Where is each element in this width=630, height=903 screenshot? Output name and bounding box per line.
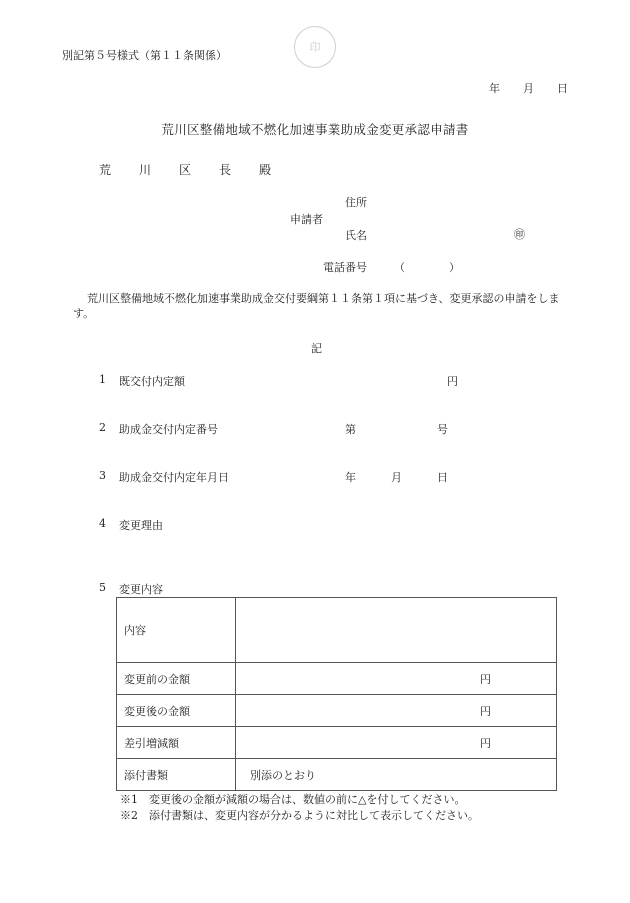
table-row (117, 727, 557, 759)
item-label: 助成金交付内定番号 (119, 423, 218, 436)
item-year: 年 (345, 471, 356, 484)
note-1: ※1 変更後の金額が減額の場合は、数値の前に△を付してください。 (120, 793, 466, 806)
item-label: 変更内容 (119, 583, 163, 596)
addressee-char: 殿 (259, 163, 272, 177)
row-label: 変更後の金額 (117, 695, 236, 727)
row-label: 差引増減額 (117, 727, 236, 759)
date-year: 年 (489, 82, 500, 95)
item-label: 既交付内定額 (119, 375, 185, 388)
row-value-cell (236, 663, 557, 695)
seal-icon: ㊞ (514, 228, 525, 241)
row-value: 別添のとおり (236, 759, 557, 791)
item-label: 変更理由 (119, 519, 163, 532)
item-suffix: 号 (437, 423, 448, 436)
row-label: 内容 (117, 598, 236, 663)
row-value-cell (236, 727, 557, 759)
addressee-char: 区 (179, 163, 192, 177)
addressee-char: 川 (139, 163, 152, 177)
row-label: 添付書類 (117, 759, 236, 791)
yen-unit: 円 (480, 672, 491, 686)
item-day: 日 (437, 471, 448, 484)
name-label: 氏名 (345, 229, 367, 242)
date-month: 月 (523, 82, 534, 95)
request-text: 荒川区整備地域不燃化加速事業助成金交付要綱第１１条第１項に基づき、変更承認の申請をします。 (73, 292, 560, 320)
item-suffix: 円 (447, 375, 458, 388)
addressee (99, 161, 299, 178)
applicant-label: 申請者 (290, 213, 323, 226)
note-2: ※2 添付書類は、変更内容が分かるように対比して表示してください。 (120, 809, 479, 822)
item-month: 月 (391, 471, 402, 484)
item-number: 1 (99, 373, 106, 386)
date-day: 日 (557, 82, 568, 95)
item-number: 3 (99, 469, 106, 482)
row-label: 変更前の金額 (117, 663, 236, 695)
table-row (117, 695, 557, 727)
item-prefix: 第 (345, 423, 356, 436)
address-label: 住所 (345, 196, 367, 209)
ki-heading: 記 (311, 342, 322, 355)
yen-unit: 円 (480, 704, 491, 718)
item-number: 5 (99, 581, 106, 594)
row-value-cell (236, 695, 557, 727)
table-row (117, 598, 557, 663)
yen-unit: 円 (480, 736, 491, 750)
table-row (117, 663, 557, 695)
item-number: 4 (99, 517, 106, 530)
phone-parens: （ ） (394, 261, 460, 274)
row-value (236, 598, 557, 663)
change-table (116, 597, 557, 791)
table-row (117, 759, 557, 791)
phone-label: 電話番号 (323, 261, 367, 274)
item-number: 2 (99, 421, 106, 434)
form-label: 別記第５号様式（第１１条関係） (62, 49, 227, 62)
document-title: 荒川区整備地域不燃化加速事業助成金変更承認申請書 (161, 122, 469, 137)
seal-stamp-icon: 印 (294, 26, 336, 68)
addressee-char: 長 (219, 163, 232, 177)
item-label: 助成金交付内定年月日 (119, 471, 229, 484)
addressee-char: 荒 (99, 163, 112, 177)
